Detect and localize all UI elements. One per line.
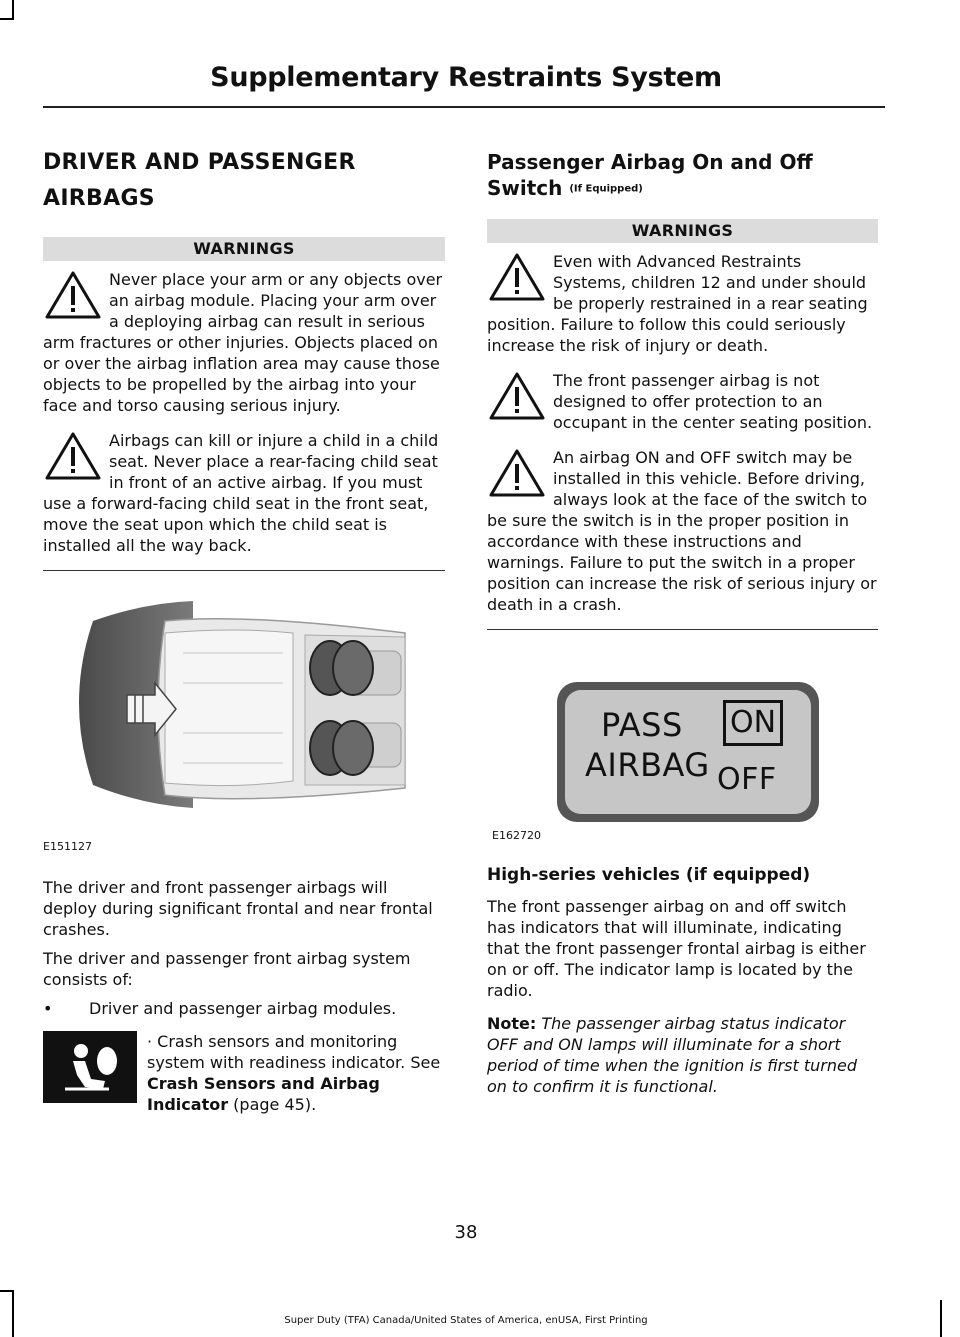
warning-text: Airbags can kill or injure a child in a child seat. Never place a rear-facing child seat in front of an active airbag. If you must use a forward-facing child seat in the front seat, move the seat upon which the child seat is installed all the way back. xyxy=(43,431,439,555)
bullet-marker: • xyxy=(43,999,53,1018)
section-heading xyxy=(487,149,878,203)
section-rule xyxy=(43,570,445,571)
if-equipped-label: (If Equipped) xyxy=(569,183,643,195)
airbag-indicator-icon xyxy=(43,1031,137,1103)
indicator-text: · Crash sensors and monitoring system with readiness indicator. See xyxy=(147,1032,441,1072)
section-rule xyxy=(487,629,878,630)
warning-item xyxy=(487,251,878,356)
section-heading-line2: AIRBAGS xyxy=(43,186,155,211)
note xyxy=(487,1013,878,1097)
figure-code: E162720 xyxy=(492,828,541,842)
right-column xyxy=(487,145,878,1097)
warning-text: Even with Advanced Restraints Systems, children 12 and under should be properly restrained in a rear seating position. Failure to follow this could seriously increase the risk of injury or death. xyxy=(487,251,868,355)
warning-triangle-icon xyxy=(487,447,547,499)
warnings-bar: WARNINGS xyxy=(43,237,445,261)
page-reference: (page 45). xyxy=(228,1095,317,1114)
warning-item xyxy=(487,370,878,433)
bullet-text: Driver and passenger airbag modules. xyxy=(89,999,397,1018)
section-heading-line1: DRIVER AND PASSENGER xyxy=(43,150,356,175)
airbag-label: AIRBAG xyxy=(585,745,710,784)
paragraph: The front passenger airbag on and off switch has indicators that will illuminate, indicating that the front passenger frontal airbag is either on or off. The indicator lamp is located by the radio. xyxy=(487,896,866,1000)
car-top-view-illustration xyxy=(43,573,445,853)
airbag-illustration xyxy=(43,573,445,853)
warning-text: An airbag ON and OFF switch may be installed in this vehicle. Before driving, always look at the face of the switch to be sure the switch is in the proper position in accordance with these instructions and warnings. Failure to put the switch in a proper position can increase the risk of serious injury or death in a crash. xyxy=(487,447,877,614)
section-heading-text: Passenger Airbag On and Off Switch xyxy=(487,150,813,200)
header-rule xyxy=(43,106,885,108)
warning-triangle-icon xyxy=(487,251,547,303)
off-indicator: OFF xyxy=(717,761,777,797)
note-label: Note: xyxy=(487,1013,537,1033)
pass-label: PASS xyxy=(601,705,683,744)
indicator-item xyxy=(43,1031,445,1115)
warning-text: The front passenger airbag is not designed to offer protection to an occupant in the center seating position. xyxy=(553,370,873,432)
page-header-title: Supplementary Restraints System xyxy=(210,62,722,93)
on-indicator: ON xyxy=(723,700,783,746)
crop-mark xyxy=(0,1290,14,1292)
figure-code: E151127 xyxy=(43,840,92,853)
airbag-switch-illustration xyxy=(487,632,878,842)
warning-triangle-icon xyxy=(487,370,547,422)
left-column xyxy=(43,145,445,1115)
warning-text: Never place your arm or any objects over an airbag module. Placing your arm over a deploying airbag can result in serious arm fractures or other injuries. Objects placed on or over the airbag inflation area may cause those objects to be propelled by the airbag into your face and torso causing serious injury. xyxy=(43,270,443,415)
page-footer: Super Duty (TFA) Canada/United States of America, enUSA, First Printing xyxy=(284,1315,648,1326)
crop-mark xyxy=(0,18,14,20)
paragraph: The driver and front passenger airbags will deploy during significant frontal and near frontal crashes. xyxy=(43,878,433,939)
note-text: The passenger airbag status indicator OFF and ON lamps will illuminate for a short period of time when the ignition is first turned on to confirm it is functional. xyxy=(487,1013,857,1096)
crop-mark xyxy=(12,1290,14,1337)
crop-mark xyxy=(940,1300,942,1337)
cross-reference-link[interactable]: Crash Sensors and Airbag Indicator xyxy=(147,1074,380,1114)
paragraph: The driver and passenger front airbag system consists of: xyxy=(43,949,411,989)
warning-item xyxy=(43,430,445,556)
bullet-item xyxy=(43,998,445,1019)
page-number: 38 xyxy=(454,1222,478,1243)
subheading: High-series vehicles (if equipped) xyxy=(487,864,811,885)
crop-mark xyxy=(12,0,14,20)
warning-triangle-icon xyxy=(43,269,103,321)
warning-item xyxy=(487,447,878,615)
warnings-bar: WARNINGS xyxy=(487,219,878,243)
switch-panel xyxy=(557,682,819,822)
warning-triangle-icon xyxy=(43,430,103,482)
warning-item xyxy=(43,269,445,416)
